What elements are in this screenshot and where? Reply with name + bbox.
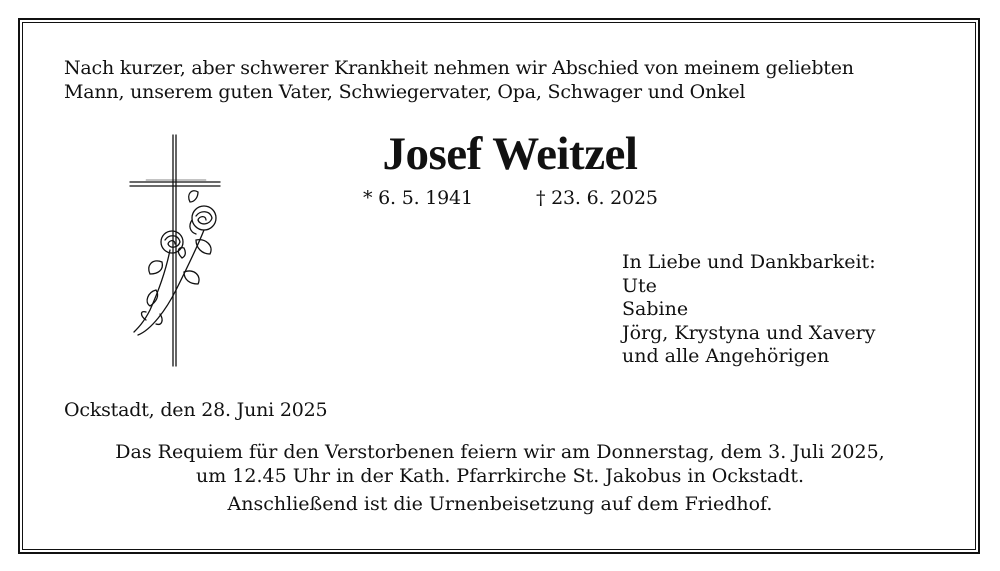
mourner-name: Sabine [622,298,689,320]
requiem-line: Anschließend ist die Urnenbeisetzung auf dem Friedhof. [227,493,773,515]
mourner-name: Jörg, Krystyna und Xavery [622,321,876,344]
requiem-line: Das Requiem für den Verstorbenen feiern wir am Donnerstag, dem 3. Juli 2025, [115,441,885,463]
mourners-lead: In Liebe und Dankbarkeit: [622,251,876,273]
mourner-name: Ute [622,274,657,297]
place-and-date: Ockstadt, den 28. Juni 2025 [64,399,328,421]
mourners-block [622,251,876,369]
deceased-name: Josef Weitzel [382,128,638,180]
intro-text [64,56,854,104]
intro-line: Nach kurzer, aber schwerer Krankheit nehmen wir Abschied von meinem geliebten [64,57,854,79]
requiem-text [0,440,1000,516]
mourner-name: und alle Angehörigen [622,345,830,367]
birth-date: * 6. 5. 1941 [363,187,473,209]
death-date: † 23. 6. 2025 [536,187,658,209]
intro-line: Mann, unserem guten Vater, Schwiegervater, Opa, Schwager und Onkel [64,81,746,103]
requiem-line: um 12.45 Uhr in der Kath. Pfarrkirche St. Jakobus in Ockstadt. [195,465,805,487]
